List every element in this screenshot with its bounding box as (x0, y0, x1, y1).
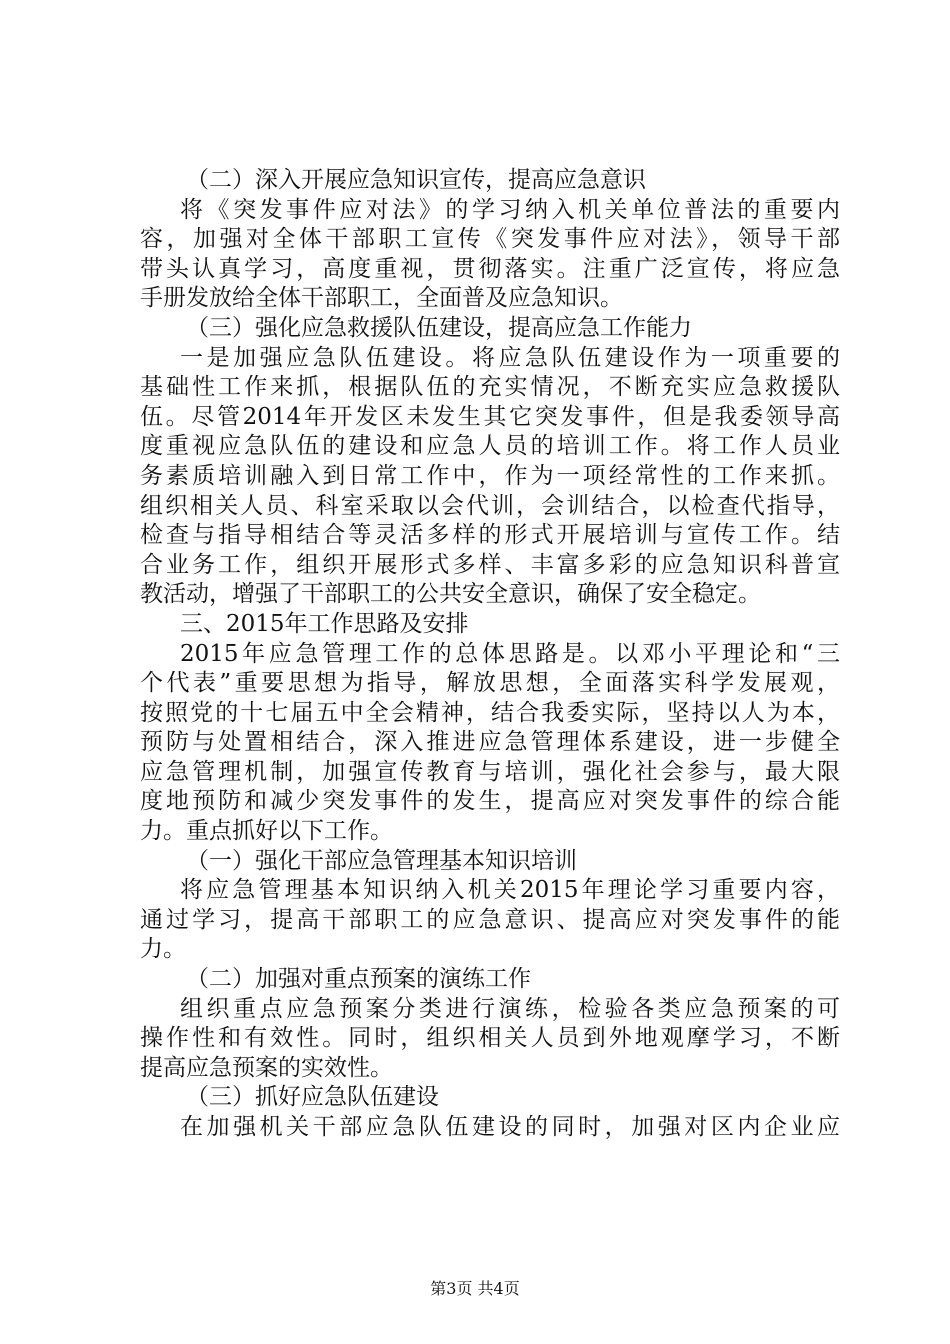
text-line: 度地预防和减少突发事件的发生，提高应对突发事件的综合能 (140, 788, 840, 815)
text-line: 度重视应急队伍的建设和应急人员的培训工作。将工作人员业 (140, 433, 840, 460)
text-line: 在加强机关干部应急队伍建设的同时，加强对区内企业应 (180, 1114, 840, 1140)
page-footer: 第3页 共4页 (430, 1279, 520, 1298)
text-line: 伍。尽管2014年开发区未发生其它突发事件，但是我委领导高 (140, 403, 840, 430)
text-line: 带头认真学习，高度重视，贯彻落实。注重广泛宣传，将应急 (140, 255, 840, 282)
text-line: 个代表”重要思想为指导，解放思想，全面落实科学发展观， (140, 670, 840, 697)
text-line: 组织相关人员、科室采取以会代训，会训结合，以检查代指导， (140, 492, 840, 519)
text-line: （二）深入开展应急知识宣传，提高应急意识 (186, 167, 646, 193)
text-line: 预防与处置相结合，深入推进应急管理体系建设，进一步健全 (140, 729, 840, 756)
document-body (140, 166, 840, 1143)
text-line: 组织重点应急预案分类进行演练，检验各类应急预案的可 (180, 995, 840, 1022)
text-line: 教活动，增强了干部职工的公共安全意识，确保了安全稳定。 (140, 581, 761, 608)
text-line: 手册发放给全体干部职工，全面普及应急知识。 (140, 285, 623, 312)
text-line: 检查与指导相结合等灵活多样的形式开展培训与宣传工作。结 (140, 522, 840, 549)
text-line: 按照党的十七届五中全会精神，结合我委实际，坚持以人为本， (140, 699, 840, 726)
text-line: 基础性工作来抓，根据队伍的充实情况，不断充实应急救援队 (140, 374, 840, 401)
text-line: 操作性和有效性。同时，组织相关人员到外地观摩学习，不断 (140, 1025, 840, 1052)
text-line: 通过学习，提高干部职工的应急意识、提高应对突发事件的能 (140, 906, 840, 933)
text-line: 合业务工作，组织开展形式多样、丰富多彩的应急知识科普宣 (140, 551, 840, 578)
text-line: 提高应急预案的实效性。 (140, 1054, 393, 1081)
text-line: （二）加强对重点预案的演练工作 (186, 966, 531, 993)
text-line: 应急管理机制，加强宣传教育与培训，强化社会参与，最大限 (140, 758, 840, 785)
text-line: 务素质培训融入到日常工作中，作为一项经常性的工作来抓。 (140, 462, 840, 489)
text-line: 将应急管理基本知识纳入机关2015年理论学习重要内容， (180, 877, 840, 904)
text-line: 将《突发事件应对法》的学习纳入机关单位普法的重要内 (180, 196, 840, 223)
text-line: 力。 (140, 936, 186, 963)
text-line: 一是加强应急队伍建设。将应急队伍建设作为一项重要的 (180, 344, 840, 371)
text-line: （一）强化干部应急管理基本知识培训 (186, 847, 577, 874)
text-line: 容，加强对全体干部职工宣传《突发事件应对法》，领导干部 (140, 226, 840, 253)
text-line: （三）抓好应急队伍建设 (186, 1084, 439, 1111)
text-line: 2015年应急管理工作的总体思路是。以邓小平理论和“三 (180, 640, 840, 667)
text-line: 力。重点抓好以下工作。 (140, 818, 393, 845)
text-line: 三、2015年工作思路及安排 (180, 610, 469, 637)
text-line: （三）强化应急救援队伍建设，提高应急工作能力 (186, 314, 692, 341)
